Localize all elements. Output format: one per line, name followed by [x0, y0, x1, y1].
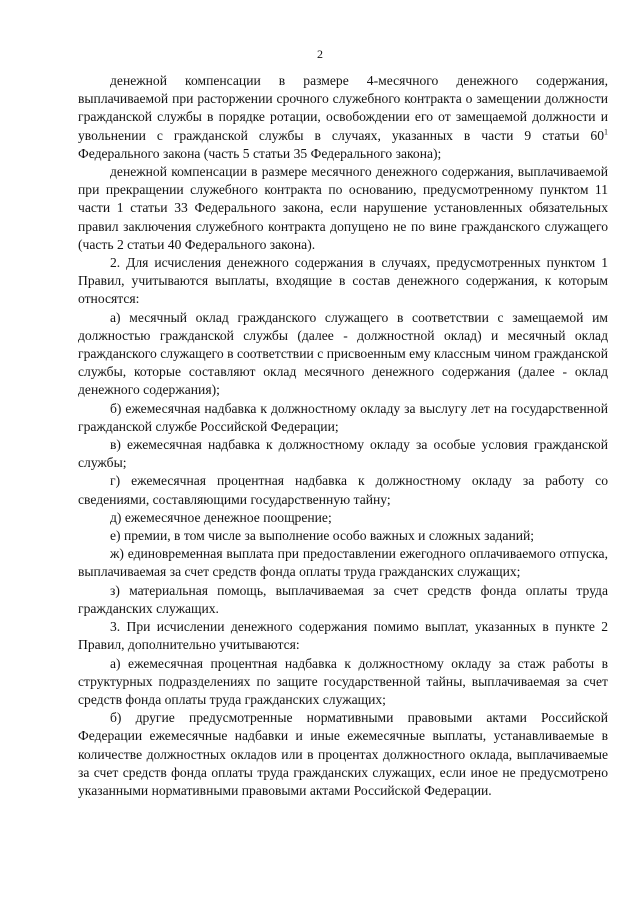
- paragraph-item-2g: г) ежемесячная процентная надбавка к должностному окладу за работу со сведениями, составляющими государственную тайну;: [78, 473, 608, 507]
- paragraph-item-3a: а) ежемесячная процентная надбавка к должностному окладу за стаж работы в структурных подразделениях по защите государственной тайны, выплачиваемая за счет средств фонда оплаты труда гражданских служащих;: [78, 655, 608, 707]
- paragraph-text: Федерального закона (часть 5 статьи 35 Федерального закона);: [78, 145, 442, 161]
- page-number: 2: [317, 47, 323, 61]
- paragraph-item-2e: е) премии, в том числе за выполнение особо важных и сложных заданий;: [110, 528, 535, 544]
- paragraph-item-2zh: ж) единовременная выплата при предоставлении ежегодного оплачиваемого отпуска, выплачиваемая за счет средств фонда оплаты труда гражданских служащих;: [78, 546, 608, 580]
- paragraph-compensation-4-month: [78, 72, 608, 163]
- paragraph-item-3: 3. При исчислении денежного содержания помимо выплат, указанных в пункте 2 Правил, дополнительно учитываются:: [78, 619, 608, 653]
- paragraph-item-2b: б) ежемесячная надбавка к должностному окладу за выслугу лет на государственной гражданской службе Российской Федерации;: [78, 400, 608, 434]
- paragraph-item-2: 2. Для исчисления денежного содержания в случаях, предусмотренных пунктом 1 Правил, учитываются выплаты, входящие в состав денежного содержания, к которым относятся:: [78, 255, 608, 307]
- document-body: [78, 72, 608, 800]
- superscript: 1: [604, 127, 608, 137]
- paragraph-item-2v: в) ежемесячная надбавка к должностному окладу за особые условия гражданской службы;: [78, 437, 608, 471]
- paragraph-item-3b: б) другие предусмотренные нормативными правовыми актами Российской Федерации ежемесячные надбавки и иные ежемесячные выплаты, устанавливаемые в количестве должностных окладов или в процентах должностного оклада, выплачиваемые за счет средств фонда оплаты труда гражданских служащих, если иное не предусмотрено указанными нормативными правовыми актами Российской Федерации.: [78, 710, 608, 798]
- paragraph-item-2z: з) материальная помощь, выплачиваемая за счет средств фонда оплаты труда гражданских служащих.: [78, 582, 608, 616]
- paragraph-item-2a: а) месячный оклад гражданского служащего в соответствии с замещаемой им должностью гражданской службы (далее - должностной оклад) и месячный оклад гражданского служащего в соответствии с присвоенным ему классным чином гражданской службы, которые составляют оклад месячного денежного содержания (далее - оклад денежного содержания);: [78, 309, 608, 398]
- paragraph-text: денежной компенсации в размере 4-месячного денежного содержания, выплачиваемой при расторжении срочного служебного контракта о замещении должности гражданской службы в порядке ротации, освобождении его от замещаемой должности и увольнении с гражданской службы в случаях, указанных в части 9 статьи 60: [78, 73, 608, 143]
- paragraph-item-2d: д) ежемесячное денежное поощрение;: [110, 509, 332, 525]
- paragraph-compensation-monthly: денежной компенсации в размере месячного денежного содержания, выплачиваемой при прекращении служебного контракта по основанию, предусмотренному пунктом 11 части 1 статьи 33 Федерального закона, если нарушение установленных обязательных правил заключения служебного контракта допущено не по вине гражданского служащего (часть 2 статьи 40 Федерального закона).: [78, 164, 608, 252]
